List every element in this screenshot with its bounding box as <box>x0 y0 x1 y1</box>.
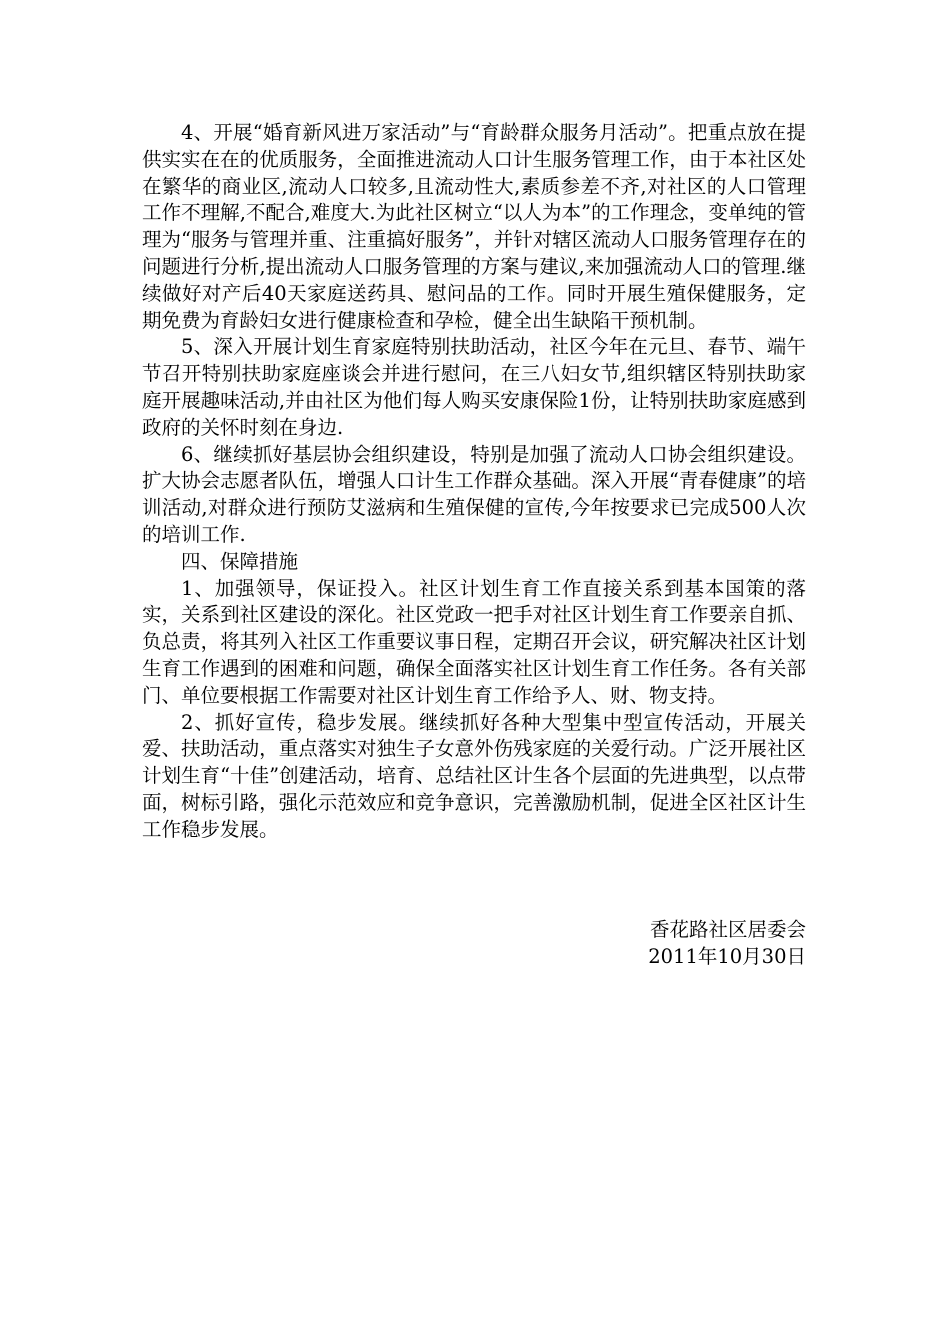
paragraph-item-4: 4、开展“婚育新风进万家活动”与“育龄群众服务月活动”。把重点放在提供实实在在的优质服务，全面推进流动人口计生服务管理工作，由于本社区处在繁华的商业区,流动人口较多,且流动性大,素质参差不齐,对社区的人口管理工作不理解,不配合,难度大.为此社区树立“以人为本”的工作理念，变单纯的管理为“服务与管理并重、注重搞好服务”，并针对辖区流动人口服务管理存在的问题进行分析,提出流动人口服务管理的方案与建议,来加强流动人口的管理.继续做好对产后40天家庭送药具、慰问品的工作。同时开展生殖保健服务，定期免费为育龄妇女进行健康检查和孕检，健全出生缺陷干预机制。 <box>142 121 806 332</box>
paragraph-item-6: 6、继续抓好基层协会组织建设，特别是加强了流动人口协会组织建设。扩大协会志愿者队伍，增强人口计生工作群众基础。深入开展“青春健康”的培训活动,对群众进行预防艾滋病和生殖保健的宣传,今年按要求已完成500人次的培训工作. <box>142 442 806 546</box>
paragraph-item-5: 5、深入开展计划生育家庭特别扶助活动，社区今年在元旦、春节、端午节召开特别扶助家庭座谈会并进行慰问，在三八妇女节,组织辖区特别扶助家庭开展趣味活动,并由社区为他们每人购买安康保险1份，让特别扶助家庭感到政府的关怀时刻在身边. <box>142 335 806 439</box>
signature-organization: 香花路社区居委会 <box>649 918 806 941</box>
paragraph-safeguard-2: 2、抓好宣传，稳步发展。继续抓好各种大型集中型宣传活动，开展关爱、扶助活动，重点落实对独生子女意外伤残家庭的关爱行动。广泛开展社区计划生育“十佳”创建活动，培育、总结社区计生各个层面的先进典型，以点带面，树标引路，强化示范效应和竞争意识，完善激励机制，促进全区社区计生工作稳步发展。 <box>142 710 806 841</box>
signature-date: 2011年10月30日 <box>648 945 806 968</box>
document-body <box>142 120 806 844</box>
section-heading-safeguards: 四、保障措施 <box>181 549 299 573</box>
signature-block <box>648 916 806 970</box>
paragraph-safeguard-1: 1、加强领导，保证投入。社区计划生育工作直接关系到基本国策的落实，关系到社区建设的深化。社区党政一把手对社区计划生育工作要亲自抓、负总责，将其列入社区工作重要议事日程，定期召开会议，研究解决社区计划生育工作遇到的困难和问题，确保全面落实社区计划生育工作任务。各有关部门、单位要根据工作需要对社区计划生育工作给予人、财、物支持。 <box>142 576 806 707</box>
